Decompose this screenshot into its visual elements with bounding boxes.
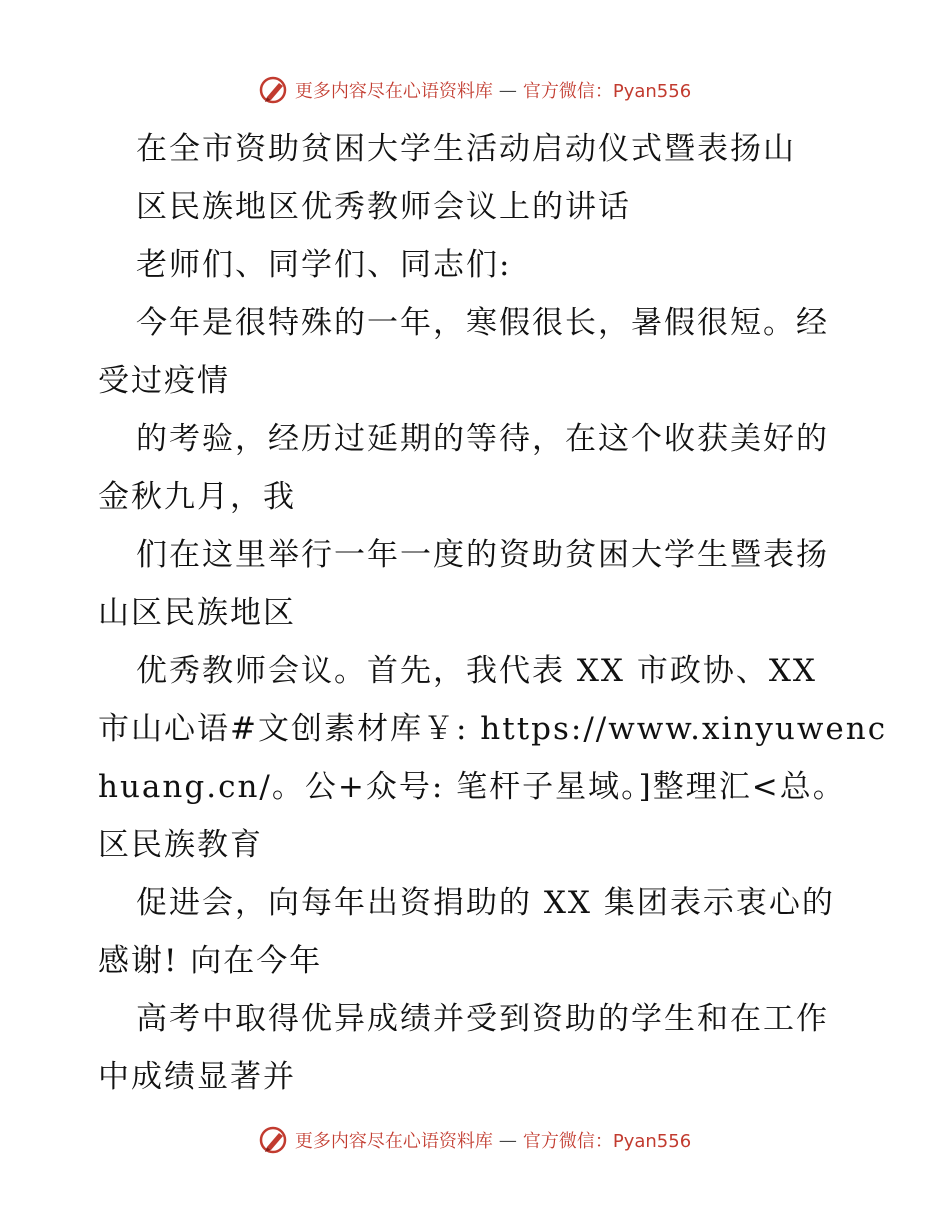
paragraph-line: 区民族教育	[98, 827, 263, 863]
salutation-line: 老师们、同学们、同志们:	[136, 247, 512, 283]
paragraph-line: 的考验，经历过延期的等待，在这个收获美好的	[136, 421, 829, 457]
header-separator: —	[498, 79, 517, 101]
paragraph-line: 受过疫情	[98, 363, 230, 399]
footer-wechat-text: 官方微信：Pyan556	[522, 1131, 692, 1152]
paragraph-line: 金秋九月，我	[98, 479, 296, 515]
paragraph-line: 市山心语#文创素材库￥: https://www.xinyuwenc	[98, 711, 888, 747]
paragraph-line: 中成绩显著并	[98, 1059, 296, 1095]
title-line-1: 在全市资助贫困大学生活动启动仪式暨表扬山	[136, 131, 796, 167]
document-body	[98, 120, 888, 1106]
paragraph-line: 促进会，向每年出资捐助的 XX 集团表示衷心的	[136, 885, 835, 921]
title-line-2: 区民族地区优秀教师会议上的讲话	[136, 189, 631, 225]
paragraph-line: 感谢! 向在今年	[98, 943, 323, 979]
paragraph-line: 山区民族地区	[98, 595, 296, 631]
footer-brand-text: 更多内容尽在心语资料库	[294, 1131, 493, 1152]
paragraph-line: 们在这里举行一年一度的资助贫困大学生暨表扬	[136, 537, 829, 573]
header-brand-text: 更多内容尽在心语资料库	[294, 81, 493, 102]
paragraph-line: 今年是很特殊的一年，寒假很长，暑假很短。经	[136, 305, 829, 341]
pen-logo-icon	[259, 1125, 289, 1155]
paragraph-line: 优秀教师会议。首先，我代表 XX 市政协、XX	[136, 653, 817, 689]
paragraph-line: huang.cn/。公+众号: 笔杆子星域。]整理汇<总。	[98, 769, 846, 805]
footer-banner	[0, 1120, 950, 1160]
header-wechat-text: 官方微信：Pyan556	[522, 81, 692, 102]
footer-separator: —	[498, 1129, 517, 1151]
header-banner	[0, 70, 950, 110]
paragraph-line: 高考中取得优异成绩并受到资助的学生和在工作	[136, 1001, 829, 1037]
pen-logo-icon	[259, 75, 289, 105]
